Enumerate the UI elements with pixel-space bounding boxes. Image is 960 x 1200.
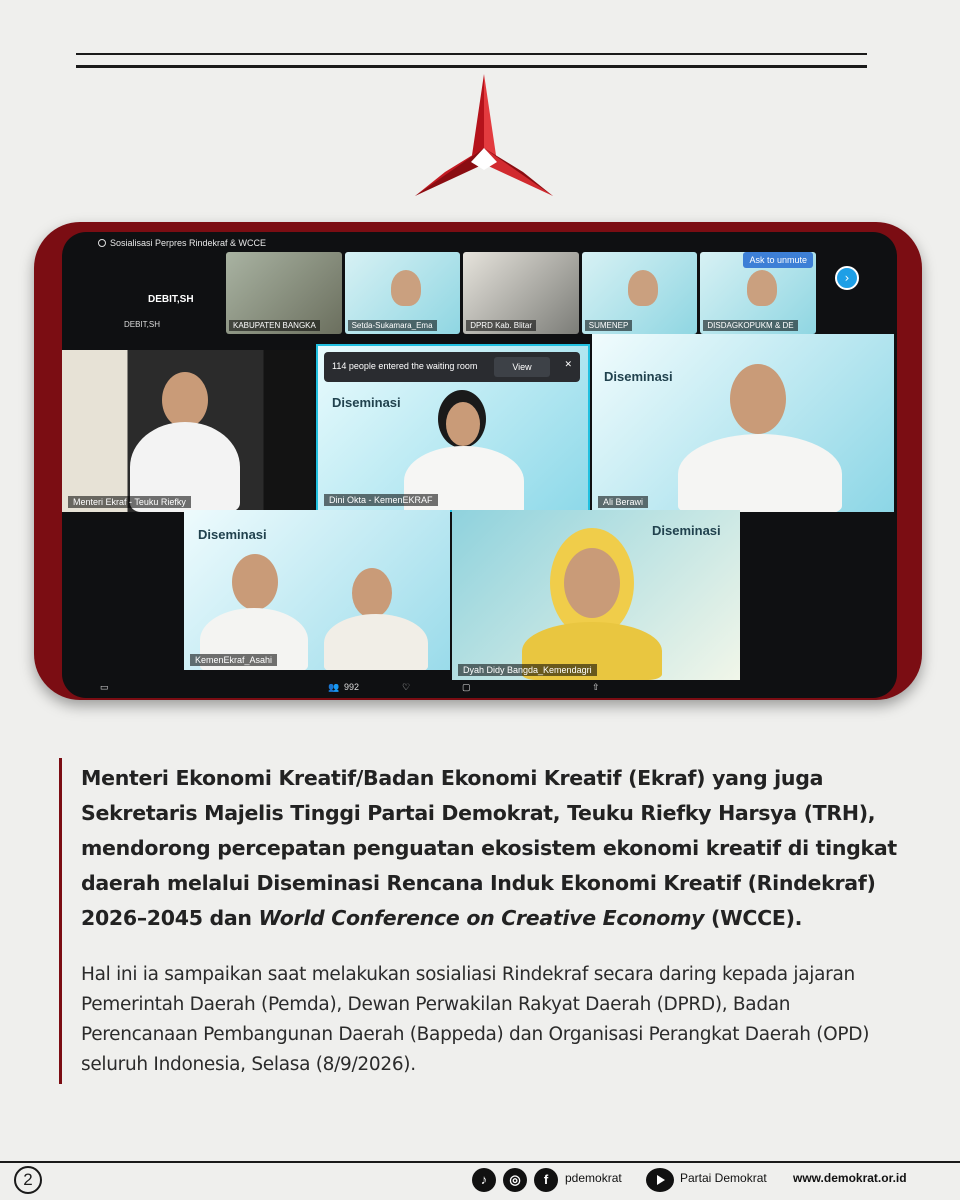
tile-caption: Dini Okta - KemenEKRAF	[324, 494, 438, 506]
tile-caption: Ali Berawi	[598, 496, 648, 508]
body-paragraph: Hal ini ia sampaikan saat melakukan sosialiasi Rindekraf secara daring kepada jajaran Pemerintah Daerah (Pemda), Dewan Perwakilan Rakyat Daerah (DPRD), Badan Perencanaan Pembangunan Daerah (Bappeda) dan Organisasi Perangkat Daerah (OPD) seluruh Indonesia, Selasa (8/9/2026).	[81, 964, 870, 1075]
thumbnail-label: DISDAGKOPUKM & DE	[703, 320, 797, 331]
thumbnail-label: Setda-Sukamara_Ema	[348, 320, 437, 331]
share-icon[interactable]: ⇧	[592, 682, 600, 692]
meeting-screenshot	[62, 232, 897, 698]
slide-heading: Diseminasi	[332, 395, 401, 410]
slide-heading: Diseminasi	[198, 527, 267, 542]
video-tile	[184, 510, 450, 670]
video-icon[interactable]: ▭	[100, 682, 109, 692]
thumbnail-label: KABUPATEN BANGKA	[229, 320, 320, 331]
top-rule-thin	[76, 53, 867, 55]
view-button[interactable]: View	[494, 357, 550, 377]
youtube-channel[interactable]: Partai Demokrat	[680, 1171, 767, 1185]
footer-rule	[0, 1161, 960, 1163]
tile-caption: KemenEkraf_Asahi	[190, 654, 277, 666]
instagram-icon[interactable]: ◎	[503, 1168, 527, 1192]
thumbnail[interactable]	[463, 252, 579, 334]
top-rule-thick	[76, 65, 867, 68]
youtube-icon[interactable]	[646, 1168, 674, 1192]
participants-icon[interactable]: 👥	[328, 682, 340, 692]
close-icon[interactable]: ✕	[564, 359, 572, 369]
chat-icon[interactable]: ▢	[462, 682, 471, 692]
thumbnail-label: SUMENEP	[585, 320, 633, 331]
thumbnail[interactable]	[226, 252, 342, 334]
tile-caption: Dyah Didy Bangda_Kemendagri	[458, 664, 597, 676]
thumbnail-label: DPRD Kab. Blitar	[466, 320, 536, 331]
tile-caption: Menteri Ekraf - Teuku Riefky	[68, 496, 191, 508]
ask-to-unmute-button[interactable]: Ask to unmute	[743, 252, 813, 268]
waiting-room-notification	[324, 352, 580, 382]
slide-heading: Diseminasi	[604, 369, 673, 384]
reactions-icon[interactable]: ♡	[402, 682, 411, 692]
participants-count: 992	[344, 682, 360, 692]
quote-bar	[59, 758, 62, 1084]
tiktok-icon[interactable]: ♪	[472, 1168, 496, 1192]
slide-heading: Diseminasi	[652, 523, 721, 538]
next-page-icon[interactable]: ›	[835, 266, 859, 290]
facebook-icon[interactable]: f	[534, 1168, 558, 1192]
host-name: DEBIT,SH	[148, 294, 194, 305]
thumbnail[interactable]	[345, 252, 461, 334]
participant-thumbnails	[226, 252, 816, 334]
demokrat-logo	[415, 74, 553, 200]
page-number: 2	[14, 1166, 42, 1194]
video-tile	[62, 350, 314, 512]
social-handle[interactable]: pdemokrat	[565, 1171, 622, 1185]
video-tile	[592, 334, 894, 512]
host-label: DEBIT,SH	[124, 320, 161, 329]
video-tile	[452, 510, 740, 680]
meeting-title: Sosialisasi Perpres Rindekraf & WCCE	[98, 238, 266, 248]
thumbnail[interactable]	[582, 252, 698, 334]
meeting-toolbar	[62, 680, 897, 698]
lead-paragraph: Menteri Ekonomi Kreatif/Badan Ekonomi Kreatif (Ekraf) yang juga Sekretaris Majelis Tinggi Partai Demokrat, Teuku Riefky Harsya (TRH), mendorong percepatan penguatan ekosistem ekonomi kreatif di tingkat daerah melalui Diseminasi Rencana Induk Ekonomi Kreatif (Rindekraf) 2026–2045 dan World Conference on Creative Economy (WCCE).	[81, 766, 897, 930]
website-link[interactable]: www.demokrat.or.id	[793, 1171, 907, 1185]
waiting-room-message: 114 people entered the waiting room	[332, 361, 478, 371]
